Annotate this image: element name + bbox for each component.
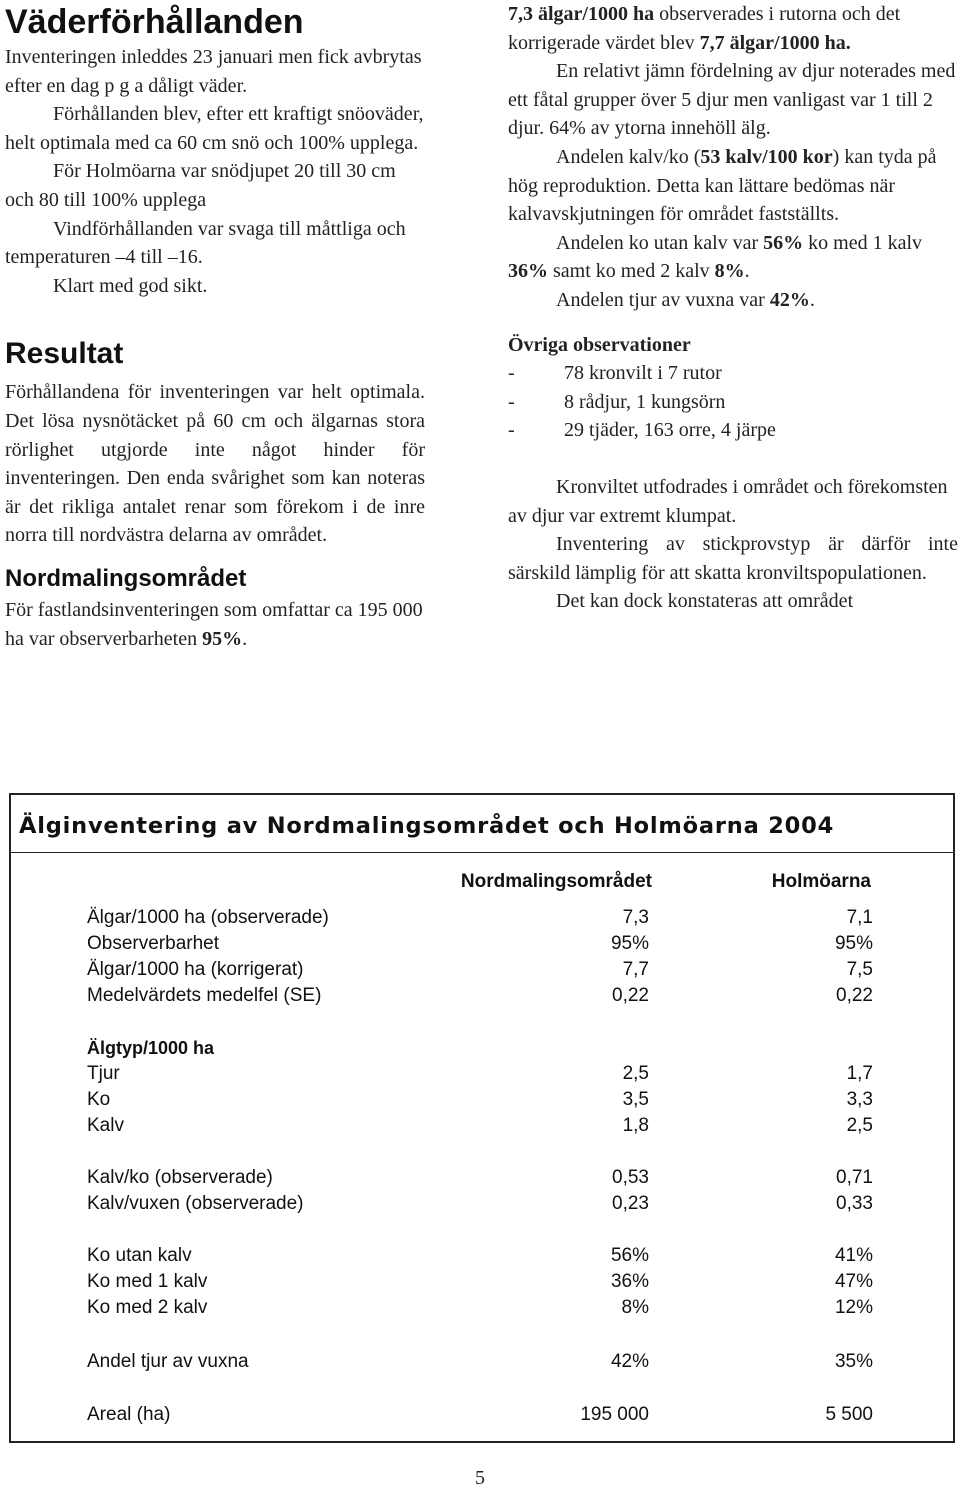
nordmaling-value: 8% — [621, 1297, 649, 1318]
table-title: Älginventering av Nordmalingsområdet och Holmöarna 2004 — [19, 813, 835, 839]
moose-density-paragraph — [508, 0, 958, 57]
row-label: Areal (ha) — [87, 1404, 171, 1425]
holmoarna-value: 12% — [834, 1297, 873, 1318]
nordmaling-value: 0,53 — [612, 1167, 649, 1188]
table-row — [11, 1165, 953, 1191]
weather-paragraph-3: För Holmöarna var snödjupet 20 till 30 cm och 80 till 100% upplega — [5, 160, 396, 211]
table-row — [11, 1087, 953, 1113]
observation-list — [508, 359, 958, 445]
calf-ratio-paragraph — [508, 143, 958, 229]
table-row — [11, 931, 953, 957]
weather-paragraph-4: Vindförhållanden var svaga till måttliga och temperaturen –4 till –16. — [5, 217, 406, 269]
calf-ratio-text-end: ) kan tyda på hög reproduktion. Detta kan lättare bedömas när kalvavskjutningen för området fastställts. — [508, 145, 937, 226]
observation-item — [508, 388, 958, 417]
holmoarna-value: 0,33 — [836, 1193, 873, 1214]
holmoarna-value: 95% — [834, 933, 873, 954]
row-label: Observerbarhet — [87, 933, 220, 954]
row-label: Kalv/ko (observerade) — [87, 1167, 273, 1188]
nordmaling-value: 36% — [610, 1271, 649, 1292]
cow-text-end: . — [744, 260, 750, 283]
table-row — [11, 983, 953, 1009]
area-text: För fastlandsinventeringen som omfattar ca 195 000 ha var observerbarheten — [5, 598, 423, 650]
other-observations-heading: Övriga observationer — [508, 333, 691, 356]
holmoarna-value: 3,3 — [846, 1089, 873, 1110]
nordmaling-value: 7,7 — [622, 959, 649, 980]
bull-text: Andelen tjur av vuxna var — [556, 288, 770, 311]
row-label: Ko med 1 kalv — [87, 1271, 208, 1292]
nordmaling-value: 42% — [610, 1351, 649, 1372]
row-label: Ko med 2 kalv — [87, 1297, 208, 1318]
holmoarna-value: 0,22 — [836, 985, 873, 1006]
holmoarna-value: 35% — [834, 1351, 873, 1372]
bull-paragraph — [508, 286, 958, 315]
observation-item — [508, 416, 958, 445]
holmoarna-value: 7,1 — [846, 907, 873, 928]
observation-text: 8 rådjur, 1 kungsörn — [564, 390, 726, 413]
left-column — [5, 0, 425, 653]
table-row — [11, 1035, 953, 1061]
bull-value: 42% — [769, 288, 810, 311]
moose-inventory-table — [9, 793, 955, 1443]
cow-no-calf-value: 56% — [763, 231, 804, 254]
result-heading: Resultat — [5, 337, 124, 371]
observed-density: 7,3 älgar/1000 ha — [508, 3, 655, 25]
nordmaling-value: 0,23 — [612, 1193, 649, 1214]
cow-one-calf-value: 36% — [508, 260, 548, 283]
row-label: Andel tjur av vuxna — [87, 1351, 249, 1372]
row-label: Tjur — [87, 1063, 120, 1084]
calf-ratio-text: Andelen kalv/ko ( — [556, 145, 701, 168]
weather-paragraph-5: Klart med god sikt. — [53, 274, 208, 297]
column-header-holmoarna: Holmöarna — [771, 871, 871, 892]
observation-text: 29 tjäder, 163 orre, 4 järpe — [564, 419, 776, 442]
row-label: Älgtyp/1000 ha — [87, 1038, 215, 1058]
nordmaling-value: 7,3 — [622, 907, 649, 928]
row-label: Älgar/1000 ha (observerade) — [87, 907, 329, 928]
weather-paragraph-1: Inventeringen inleddes 23 januari men fick avbrytas efter en dag p g a dåligt väder. — [5, 46, 422, 97]
observability-value: 95% — [202, 627, 243, 650]
bullet-dash: - — [508, 419, 515, 442]
cow-text-1: Andelen ko utan kalv var — [556, 231, 764, 254]
nordmaling-value: 1,8 — [622, 1115, 649, 1136]
cow-paragraph — [508, 229, 958, 286]
holmoarna-value: 7,5 — [846, 959, 873, 980]
holmoarna-value: 5 500 — [825, 1404, 873, 1425]
row-label: Kalv/vuxen (observerade) — [87, 1193, 304, 1214]
column-header-nordmaling: Nordmalingsområdet — [460, 871, 652, 892]
holmoarna-value: 41% — [834, 1245, 873, 1266]
table-row — [11, 1269, 953, 1295]
area-text-end: . — [242, 627, 248, 650]
table-row — [11, 957, 953, 983]
bull-text-end: . — [809, 288, 815, 311]
table-row — [11, 1243, 953, 1269]
corrected-density: 7,7 älgar/1000 ha. — [699, 31, 851, 54]
nordmaling-value: 195 000 — [580, 1404, 649, 1425]
holmoarna-value: 1,7 — [846, 1063, 873, 1084]
table-row — [11, 1191, 953, 1217]
row-label: Ko utan kalv — [87, 1245, 192, 1266]
table-row — [11, 1349, 953, 1375]
weather-paragraph-2: Förhållanden blev, efter ett kraftigt snöoväder, helt optimala med ca 60 cm snö och 100% upplega. — [5, 103, 424, 154]
table-row — [11, 1295, 953, 1321]
calf-ratio-value: 53 kalv/100 kor — [700, 145, 833, 168]
page-number: 5 — [475, 1467, 485, 1489]
nordmaling-value: 0,22 — [612, 985, 649, 1006]
row-label: Medelvärdets medelfel (SE) — [87, 985, 322, 1006]
nordmaling-value: 2,5 — [622, 1063, 649, 1084]
bullet-dash: - — [508, 390, 515, 413]
density-text: observerades i rutorna och det korrigerade värdet blev — [508, 3, 901, 54]
cow-text-2: ko med 1 kalv — [803, 231, 923, 254]
area-heading: Nordmalingsområdet — [5, 564, 247, 592]
table-row — [11, 905, 953, 931]
observation-text: 78 kronvilt i 7 rutor — [564, 362, 722, 385]
row-label: Älgar/1000 ha (korrigerat) — [87, 959, 304, 980]
table-header-row — [11, 869, 953, 895]
row-label: Ko — [87, 1089, 111, 1110]
conclusion-paragraph: Det kan dock konstateras att området — [556, 590, 854, 613]
table-row — [11, 1061, 953, 1087]
table-row — [11, 1113, 953, 1139]
nordmaling-value: 3,5 — [622, 1089, 649, 1110]
weather-heading: Väderförhållanden — [5, 3, 304, 41]
result-paragraph: Förhållandena för inventeringen var helt optimala. Det lösa nysnötäcket på 60 cm och älgarnas stora rörlighet utgjorde inte något hinder för inventeringen. Den enda svårighet som kan noteras är det rikliga antalet renar som förekom i de inre norra till nordvästra delarna av området. — [5, 381, 425, 547]
distribution-paragraph: En relativt jämn fördelning av djur noterades med ett fåtal grupper över 5 djur men vanligast var 1 till 2 djur. 64% av ytorna innehöll älg. — [508, 60, 956, 140]
table-divider — [11, 852, 953, 853]
nordmaling-value: 56% — [610, 1245, 649, 1266]
right-column — [508, 0, 958, 616]
row-label: Kalv — [87, 1115, 124, 1136]
holmoarna-value: 2,5 — [846, 1115, 873, 1136]
red-deer-paragraph: Kronviltet utfodrades i området och förekomsten av djur var extremt klumpat. — [508, 475, 948, 527]
sampling-paragraph: Inventering av stickprovstyp är därför inte särskild lämplig för att skatta kronviltspopulationen. — [508, 533, 958, 584]
cow-two-calf-value: 8% — [714, 260, 745, 283]
table-row — [11, 1402, 953, 1428]
observation-item — [508, 359, 958, 388]
area-paragraph — [5, 596, 425, 653]
bullet-dash: - — [508, 362, 515, 385]
nordmaling-value: 95% — [610, 933, 649, 954]
cow-text-3: samt ko med 2 kalv — [548, 260, 715, 283]
holmoarna-value: 47% — [834, 1271, 873, 1292]
holmoarna-value: 0,71 — [836, 1167, 873, 1188]
